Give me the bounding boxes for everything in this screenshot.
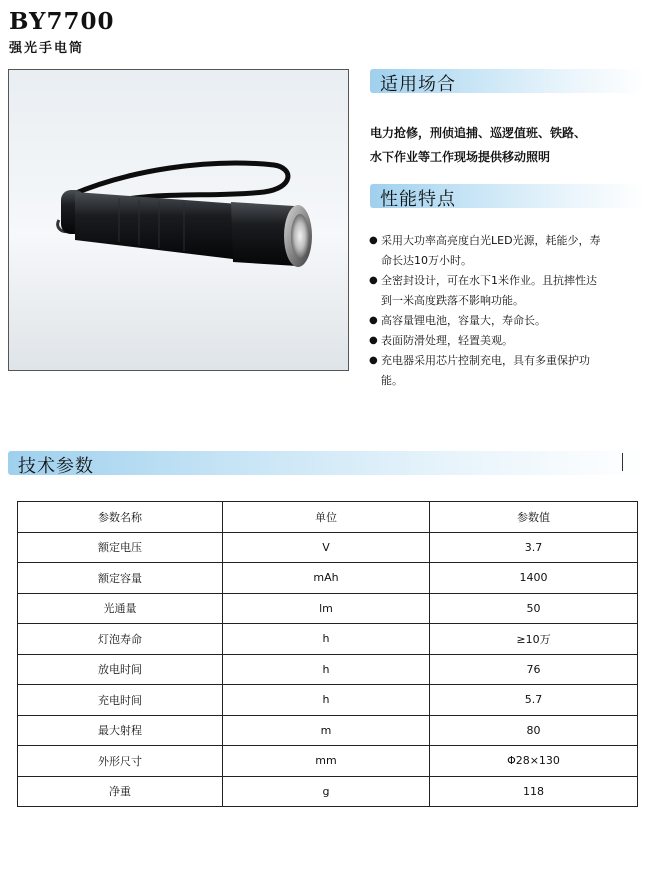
param-unit: g: [223, 776, 430, 807]
column-header-param: 参数名称: [18, 502, 223, 533]
feature-line: 到一米高度跌落不影响功能。: [381, 294, 524, 307]
table-row: [18, 715, 638, 746]
product-model: BY7700: [9, 8, 115, 35]
table-row: [18, 563, 638, 594]
flashlight-image: [9, 70, 349, 371]
feature-item: [369, 231, 641, 271]
table-row: [18, 776, 638, 807]
param-name: 充电时间: [18, 685, 223, 716]
param-name: 外形尺寸: [18, 746, 223, 777]
feature-line: 表面防滑处理，轻置美观。: [381, 334, 513, 347]
table-row: [18, 593, 638, 624]
table-row: [18, 685, 638, 716]
application-line: 水下作业等工作现场提供移动照明: [370, 150, 551, 164]
feature-line: 充电器采用芯片控制充电，具有多重保护功: [381, 354, 590, 367]
feature-line: 高容量锂电池，容量大，寿命长。: [381, 314, 546, 327]
param-value: 50: [430, 593, 638, 624]
features-list: [369, 231, 641, 391]
product-name: 强光手电筒: [9, 41, 85, 56]
param-unit: V: [223, 532, 430, 563]
spec-table: [17, 501, 638, 807]
divider: [622, 453, 623, 471]
feature-item: [369, 311, 641, 331]
column-header-unit: 单位: [223, 502, 430, 533]
param-name: 最大射程: [18, 715, 223, 746]
table-row: [18, 532, 638, 563]
param-value: ≥10万: [430, 624, 638, 655]
param-value: 76: [430, 654, 638, 685]
param-unit: m: [223, 715, 430, 746]
features-heading: 性能特点: [380, 189, 456, 210]
feature-line: 采用大功率高亮度白光LED光源，耗能少，寿: [381, 234, 601, 247]
param-unit: h: [223, 685, 430, 716]
application-description: [370, 121, 640, 169]
feature-line: 能。: [381, 374, 403, 387]
table-header-row: [18, 502, 638, 533]
param-value: 3.7: [430, 532, 638, 563]
features-section-header: [370, 184, 645, 208]
application-section-header: [370, 69, 645, 93]
param-name: 放电时间: [18, 654, 223, 685]
product-photo: [8, 69, 349, 371]
param-name: 净重: [18, 776, 223, 807]
bullet-icon: ●: [369, 335, 378, 346]
param-name: 额定容量: [18, 563, 223, 594]
table-row: [18, 654, 638, 685]
param-value: 5.7: [430, 685, 638, 716]
feature-item: [369, 351, 641, 391]
table-row: [18, 746, 638, 777]
param-name: 灯泡寿命: [18, 624, 223, 655]
param-value: 80: [430, 715, 638, 746]
param-unit: h: [223, 624, 430, 655]
application-heading: 适用场合: [380, 74, 456, 95]
param-name: 光通量: [18, 593, 223, 624]
bullet-icon: ●: [369, 355, 378, 366]
column-header-value: 参数值: [430, 502, 638, 533]
feature-line: 命长达10万小时。: [381, 254, 472, 267]
param-name: 额定电压: [18, 532, 223, 563]
table-row: [18, 624, 638, 655]
tech-section-header: [8, 451, 645, 475]
bullet-icon: ●: [369, 235, 378, 246]
param-unit: h: [223, 654, 430, 685]
param-value: Φ28×130: [430, 746, 638, 777]
feature-item: [369, 331, 641, 351]
param-unit: mAh: [223, 563, 430, 594]
bullet-icon: ●: [369, 275, 378, 286]
bullet-icon: ●: [369, 315, 378, 326]
param-unit: lm: [223, 593, 430, 624]
application-line: 电力抢修，刑侦追捕、巡逻值班、铁路、: [370, 126, 587, 140]
feature-line: 全密封设计，可在水下1米作业。且抗摔性达: [381, 274, 597, 287]
feature-item: [369, 271, 641, 311]
param-unit: mm: [223, 746, 430, 777]
tech-heading: 技术参数: [18, 456, 94, 477]
param-value: 1400: [430, 563, 638, 594]
param-value: 118: [430, 776, 638, 807]
